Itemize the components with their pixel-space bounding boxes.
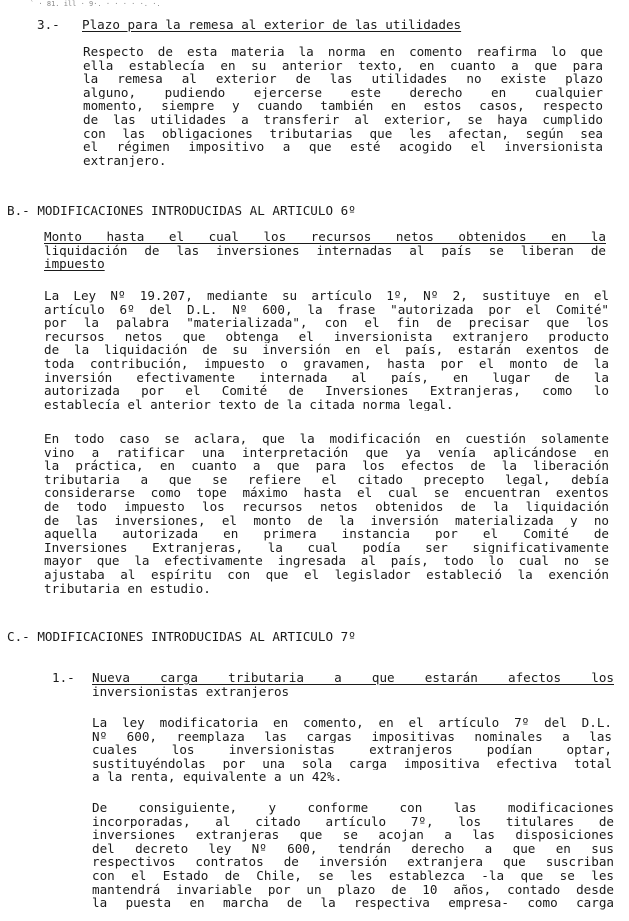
section-b-paragraph-2 <box>44 432 609 595</box>
paragraph-line: incorporadas, al citado artículo 7º, los titulares de <box>92 814 614 829</box>
paragraph-line: autorizada por el Comité de Inversiones Extranjeras, como lo <box>44 384 609 398</box>
section-3-title: Plazo para la remesa al exterior de las utilidades <box>82 17 462 32</box>
scan-noise: ` · 81. ill · 9·. · · · · ·. ·. <box>30 0 161 8</box>
section-3-line: momento, siempre y cuando también en estos casos, respecto <box>83 99 603 113</box>
section-3-line: el régimen impositivo a que esté acogido el inversionista <box>83 140 603 154</box>
paragraph-line: del decreto ley Nº 600, tendrán derecho a que en sus <box>92 841 614 856</box>
section-b-subtitle-line: liquidación de las inversiones internadas al país se liberan de <box>44 243 606 258</box>
paragraph-line: Inversiones Extranjeras, la cual podía ser significativamente <box>44 540 609 555</box>
section-3-line: la remesa al exterior de las utilidades no existe plazo <box>83 72 603 86</box>
item-1-number: 1.- <box>52 670 75 685</box>
section-b-subtitle <box>44 230 606 271</box>
paragraph-line: En todo caso se aclara, que la modificación en cuestión solamente <box>44 432 609 446</box>
paragraph-line: La Ley Nº 19.207, mediante su artículo 1º, Nº 2, sustituye en el <box>44 289 609 303</box>
paragraph-line: inversiones extranjeras que se acojan a las disposiciones <box>92 828 614 842</box>
item-1-paragraph-2 <box>92 801 614 910</box>
paragraph-line: La ley modificatoria en comento, en el artículo 7º del D.L. <box>92 716 612 730</box>
section-3-line: con las obligaciones tributarias que les afectan, según sea <box>83 126 603 141</box>
section-3-line: extranjero. <box>83 153 167 168</box>
paragraph-line: cuales los inversionistas extranjeros podían optar, <box>92 743 612 757</box>
paragraph-line: con el Estado de Chile, se les establezca -la que se les <box>92 868 614 883</box>
paragraph-line: ajustaba al espíritu con que el legislador estableció la exención <box>44 567 609 582</box>
item-1-title-line: Nueva carga tributaria a que estarán afectos los <box>92 671 614 685</box>
paragraph-line: mayor que la efectivamente ingresada al país, todo lo cual no se <box>44 554 609 568</box>
paragraph-line: aquella autorizada en primera instancia por el Comité de <box>44 527 609 541</box>
section-c-heading: C.- MODIFICACIONES INTRODUCIDAS AL ARTICULO 7º <box>7 629 356 644</box>
paragraph-line: de la liquidación de su inversión en el país, estarán exentos de <box>44 343 609 357</box>
section-b-paragraph-1 <box>44 289 609 411</box>
paragraph-line: sustituyéndolas por una sola carga impositiva efectiva total <box>92 756 612 771</box>
paragraph-line: inversión efectivamente internada al país, en lugar de la <box>44 370 609 385</box>
section-b-heading-text: B.- MODIFICACIONES INTRODUCIDAS AL ARTICULO 6º <box>7 203 356 218</box>
paragraph-line: mantendrá invariable por un plazo de 10 años, contado desde <box>92 882 614 897</box>
paragraph-line: toda contribución, impuesto o gravamen, hasta por el monto de la <box>44 356 609 371</box>
paragraph-line: tributaria en estudio. <box>44 581 211 596</box>
paragraph-line: de las inversiones, el monto de la inversión materializada y no <box>44 513 609 528</box>
paragraph-line: establecía el anterior texto de la citada norma legal. <box>44 397 454 412</box>
paragraph-line: por la palabra "materializada", con el fin de precisar que los <box>44 316 609 330</box>
section-b-subtitle-line: Monto hasta el cual los recursos netos obtenidos en la <box>44 230 606 244</box>
section-3-line: Respecto de esta materia la norma en comento reafirma lo que <box>83 45 603 59</box>
paragraph-line: tributaria a que se refiere el citado precepto legal, debía <box>44 472 609 487</box>
paragraph-line: artículo 6º del D.L. Nº 600, la frase "autorizada por el Comité" <box>44 302 609 317</box>
paragraph-line: a la renta, equivalente a un 42%. <box>92 770 343 784</box>
item-1-title-line: inversionistas extranjeros <box>92 684 290 699</box>
paragraph-line: la puesta en marcha de la respectiva empresa- como carga <box>92 896 614 910</box>
paragraph-line: vino a ratificar una interpretación que ya venía aplicándose en <box>44 445 609 460</box>
paragraph-line: la práctica, en cuanto a que para los efectos de la liberación <box>44 459 609 473</box>
paragraph-line: de todo impuesto los recursos netos obtenidos de la liquidación <box>44 499 609 514</box>
section-3-line: de las utilidades a transferir al exterior, se haya cumplido <box>83 112 603 127</box>
section-3-body <box>83 45 603 167</box>
paragraph-line: Nº 600, reemplaza las cargas impositivas nominales a las <box>92 729 612 744</box>
paragraph-line: De consiguiente, y conforme con las modificaciones <box>92 801 614 815</box>
item-1-paragraph-1 <box>92 716 612 784</box>
section-b-subtitle-line: impuesto <box>44 257 105 271</box>
section-b-heading <box>7 204 356 218</box>
paragraph-line: respectivos contratos de inversión extranjera que suscriban <box>92 855 614 869</box>
section-3-line: alguno, pudiendo ejercerse este derecho en cualquier <box>83 85 603 100</box>
section-3-line: ella establecía en su anterior texto, en cuanto a que para <box>83 58 603 73</box>
paragraph-line: recursos netos que obtenga el inversionista extranjero producto <box>44 329 609 344</box>
item-1-title <box>92 671 614 698</box>
section-3-number: 3.- <box>37 17 60 32</box>
paragraph-line: considerarse como tope máximo hasta el cual se encuentran exentos <box>44 486 609 500</box>
